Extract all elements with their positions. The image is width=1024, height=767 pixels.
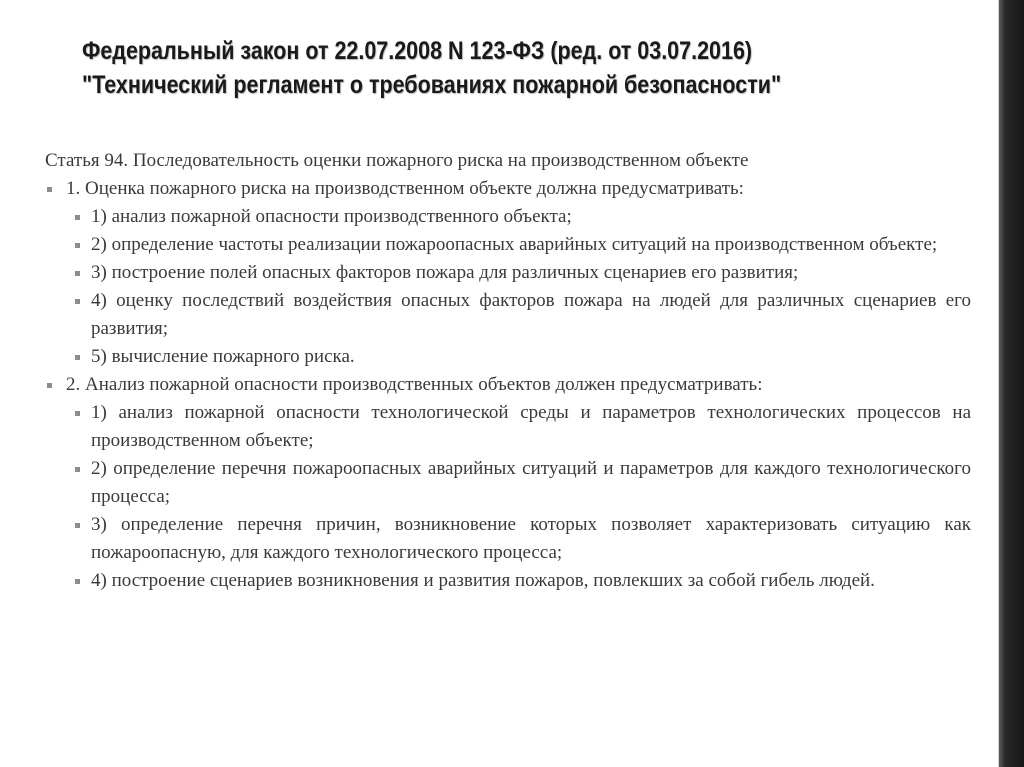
square-bullet-icon: [47, 187, 52, 192]
list-item: [45, 203, 971, 231]
square-bullet-icon: [75, 467, 80, 472]
square-bullet-icon: [75, 299, 80, 304]
list-item: [45, 287, 971, 343]
square-bullet-icon: [75, 215, 80, 220]
section-2-text: 2. Анализ пожарной опасности производственных объектов должен предусматривать:: [66, 374, 763, 395]
list-item-text: 3) построение полей опасных факторов пожара для различных сценариев его развития;: [91, 262, 799, 283]
list-item: [45, 455, 971, 511]
list-item: [45, 343, 971, 371]
page-title: [82, 34, 856, 102]
list-item: [45, 259, 971, 287]
title-line-1: Федеральный закон от 22.07.2008 N 123-ФЗ (ред. от 03.07.2016): [82, 37, 753, 65]
list-item-text: 2) определение частоты реализации пожароопасных аварийных ситуаций на производственном объекте;: [91, 234, 938, 255]
list-item: [45, 399, 971, 455]
square-bullet-icon: [75, 523, 80, 528]
section-2: [45, 371, 971, 399]
square-bullet-icon: [75, 355, 80, 360]
list-item-text: 2) определение перечня пожароопасных аварийных ситуаций и параметров для каждого технологического процесса;: [91, 458, 971, 507]
list-item: [45, 567, 971, 595]
list-item: [45, 511, 971, 567]
square-bullet-icon: [75, 243, 80, 248]
list-item: [45, 231, 971, 259]
title-line-2: "Технический регламент о требованиях пожарной безопасности": [82, 71, 782, 99]
square-bullet-icon: [47, 383, 52, 388]
square-bullet-icon: [75, 411, 80, 416]
right-border: [999, 0, 1024, 767]
section-1: [45, 175, 971, 203]
list-item-text: 4) построение сценариев возникновения и развития пожаров, повлекших за собой гибель людей.: [91, 570, 875, 591]
square-bullet-icon: [75, 579, 80, 584]
list-item-text: 3) определение перечня причин, возникновение которых позволяет характеризовать ситуацию как пожароопасную, для каждого технологического процесса;: [91, 514, 971, 563]
list-item-text: 5) вычисление пожарного риска.: [91, 346, 355, 367]
article-heading: Статья 94. Последовательность оценки пожарного риска на производственном объекте: [45, 150, 749, 171]
article-body: [45, 147, 971, 595]
list-item-text: 1) анализ пожарной опасности технологической среды и параметров технологических процессов на производственном объекте;: [91, 402, 971, 451]
list-item-text: 4) оценку последствий воздействия опасных факторов пожара на людей для различных сценариев его развития;: [91, 290, 971, 339]
list-item-text: 1) анализ пожарной опасности производственного объекта;: [91, 206, 572, 227]
square-bullet-icon: [75, 271, 80, 276]
section-1-text: 1. Оценка пожарного риска на производственном объекте должна предусматривать:: [66, 178, 744, 199]
